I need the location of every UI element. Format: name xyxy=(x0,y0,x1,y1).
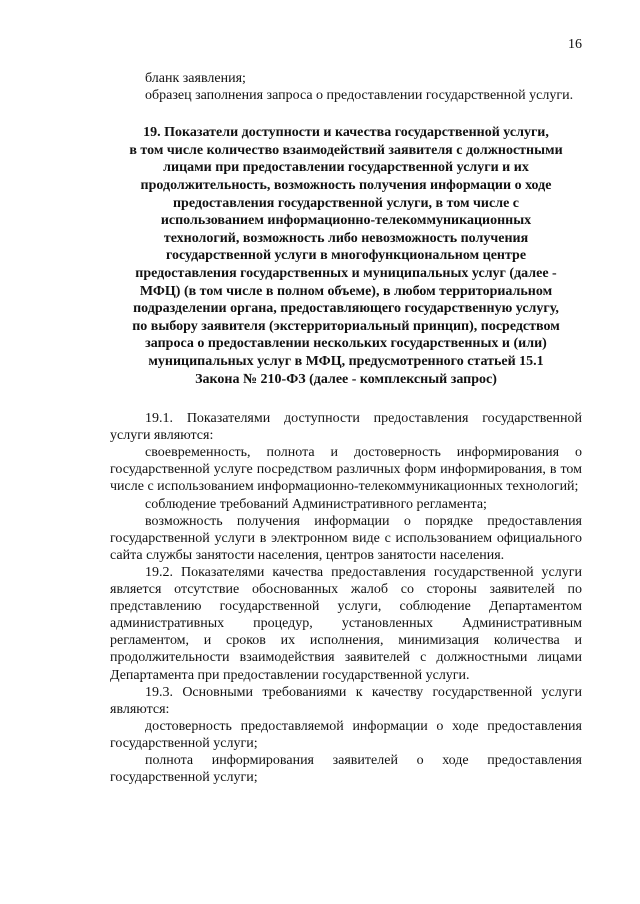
heading-line: предоставления государственной услуги, в том числе с xyxy=(172,195,519,211)
paragraph-19-3-reliability: достоверность предоставляемой информации о ходе предоставления государственной услуги; xyxy=(110,718,582,751)
heading-line: продолжительность, возможность получения информации о ходе xyxy=(140,177,552,193)
heading-line: предоставления государственных и муниципальных услуг (далее - xyxy=(135,265,557,281)
paragraph-19-1-electronic-info: возможность получения информации о порядке предоставления государственной услуги в электронном виде с использованием официального сайта службы занятости населения, центров занятости населения. xyxy=(110,513,582,563)
heading-line: подразделении органа, предоставляющего государственную услугу, xyxy=(133,301,559,317)
paragraph-19-3-completeness: полнота информирования заявителей о ходе предоставления государственной услуги; xyxy=(110,752,582,786)
paragraph-19-1-compliance: соблюдение требований Административного регламента; xyxy=(145,496,487,512)
section-heading xyxy=(110,124,582,388)
page-number: 16 xyxy=(568,37,582,52)
heading-line: использованием информационно-телекоммуникационных xyxy=(160,213,532,229)
heading-line: лицами при предоставлении государственной услуги и их xyxy=(163,160,529,176)
heading-line: государственной услуги в многофункциональном центре xyxy=(165,248,527,264)
heading-line: МФЦ) (в том числе в полном объеме), в любом территориальном xyxy=(139,283,553,299)
document-body xyxy=(110,70,582,786)
heading-line: муниципальных услуг в МФЦ, предусмотренного статьей 15.1 xyxy=(148,353,544,369)
heading-line: Закона № 210-ФЗ (далее - комплексный запрос) xyxy=(195,371,497,387)
paragraph-19-1-timeliness: своевременность, полнота и достоверность информирования о государственной услуге посредством различных форм информирования, в том числе с использованием информационно-телекоммуникационных технологий; xyxy=(110,445,582,495)
heading-line: по выбору заявителя (экстерриториальный принцип), посредством xyxy=(132,318,560,334)
paragraph-19-3: 19.3. Основными требованиями к качеству государственной услуги являются: xyxy=(110,684,582,717)
intro-item-blank: бланк заявления; xyxy=(145,71,246,86)
heading-line: запроса о предоставлении нескольких государственных и (или) xyxy=(145,336,547,352)
paragraph-19-2: 19.2. Показателями качества предоставления государственной услуги является отсутствие обоснованных жалоб со стороны заявителей по представлению государственной услуги, соблюдение Департаментом административных процедур, установленных Административным регламентом, и сроков их исполнения, минимизация количества и продолжительности взаимодействия заявителей с должностными лицами Департамента при предоставлении государственной услуги. xyxy=(110,564,582,683)
heading-line: технологий, возможность либо невозможность получения xyxy=(163,230,529,246)
paragraph-19-1: 19.1. Показателями доступности предоставления государственной услуги являются: xyxy=(110,411,582,444)
intro-item-sample: образец заполнения запроса о предоставлении государственной услуги. xyxy=(145,88,574,104)
heading-line: 19. Показатели доступности и качества государственной услуги, xyxy=(143,125,549,141)
heading-line: в том числе количество взаимодействий заявителя с должностными xyxy=(129,142,563,158)
